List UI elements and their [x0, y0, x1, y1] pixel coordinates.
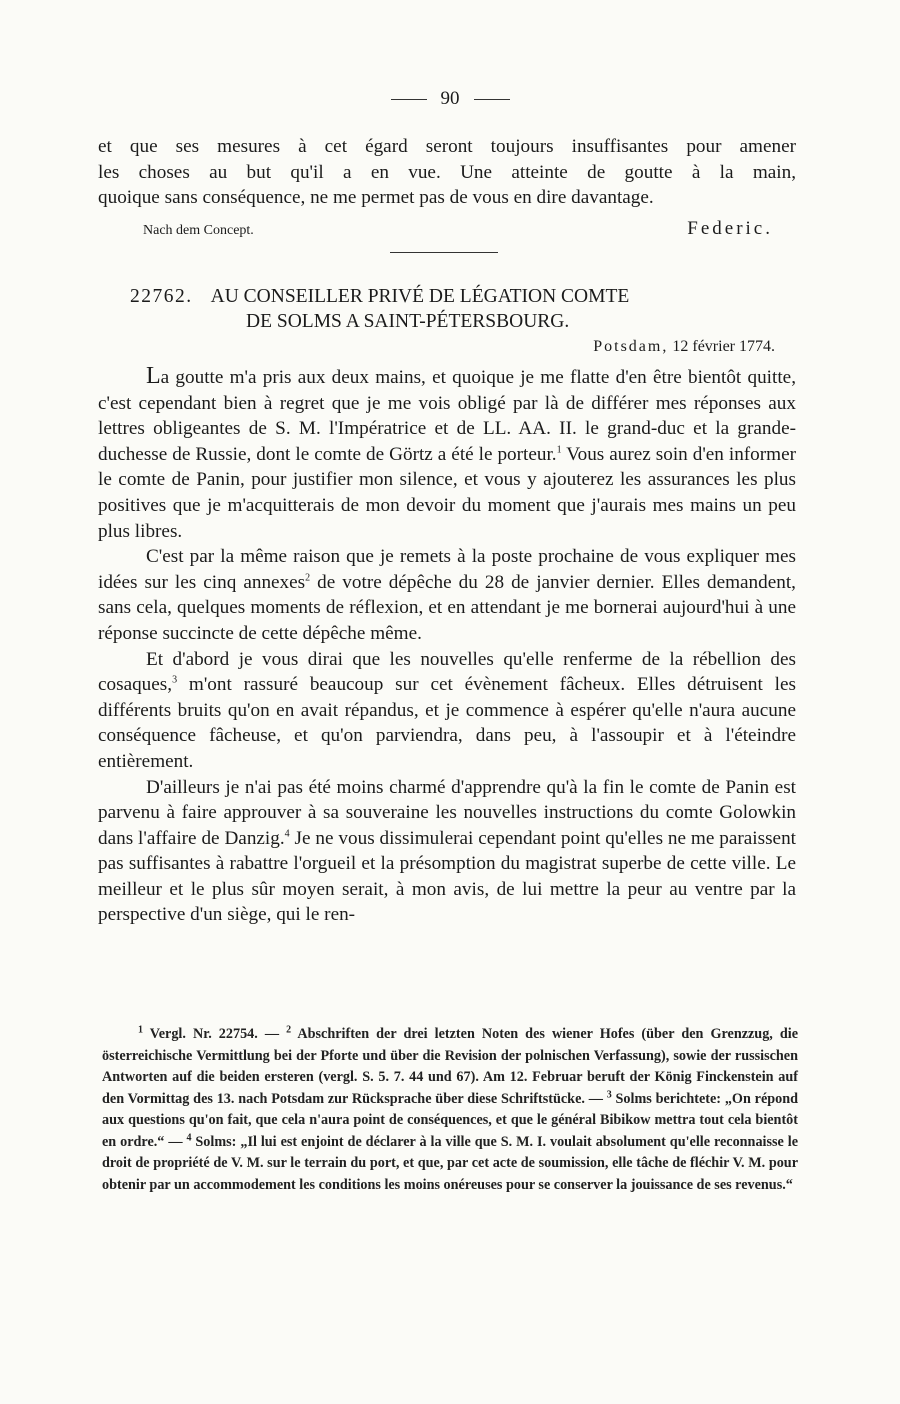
- signature-row: [143, 218, 773, 240]
- footnote-ref: 2: [305, 572, 311, 584]
- footnote-ref: 1: [556, 444, 562, 456]
- footnote-text: Abschriften der drei letzten Noten des wiener Hofes (über den Grenzzug, die österreichische Vermittlung bei der Pforte und über die Revision der polnischen Verfassung), sowie der russischen Antworten auf die beiden ersteren (vergl. S. 5. 7. 44 und 67). Am 12. Februar beruft der König Finckenstein auf den Vormittag des 13. nach Potsdam zur Rücksprache über diese Schriftstücke. —: [102, 1026, 799, 1107]
- opening-line: quoique sans conséquence, ne me permet pas de vous en dire davantage.: [98, 187, 654, 209]
- footnote-marker: 2: [286, 1024, 292, 1036]
- body-paragraph: [98, 775, 796, 929]
- body-paragraph: [98, 364, 796, 544]
- letter-title-line2: DE SOLMS A SAINT-PÉTERSBOURG.: [246, 311, 570, 332]
- paragraph-text: Vous aurez soin d'en informer le comte de Panin, pour justifier mon silence, et vous y ajouterez les assurances les plus positives que je m'acquitterais de mon devoir du moment que j'aurais mes mains un peu plus libres.: [98, 443, 796, 542]
- opening-line: les choses au but qu'il a en vue. Une atteinte de goutte à la main,: [98, 161, 796, 183]
- source-note: Nach dem Concept.: [143, 223, 254, 238]
- initial-letter: L: [146, 363, 161, 389]
- footnote-marker: 4: [186, 1131, 192, 1143]
- footnote-ref: 4: [284, 828, 290, 840]
- page-header: [0, 88, 900, 110]
- section-divider: [390, 252, 498, 253]
- paragraph-text: m'ont rassuré beaucoup sur cet évènement fâcheux. Elles détruisent les différents bruits qu'on en avait répandus, et je commence à espérer qu'elle n'aura aucune conséquence fâcheuse, et qu'on parviendra, dans peu, à l'assoupir et à l'éteindre entièrement.: [98, 674, 796, 772]
- dateline: [593, 338, 775, 356]
- paragraph-text: C'est par la même raison que je remets à la poste prochaine de vous expliquer mes idées sur les cinq annexes: [98, 546, 796, 593]
- footnote-marker: 3: [606, 1088, 612, 1100]
- paragraph-text: a goutte m'a pris aux deux mains, et quoique je me flatte d'en être bientôt quitte, c'est cependant bien à regret que je me vois obligé par là de différer mes réponses aux lettres obligeantes de S. M. l'Impératrice et de LL. AA. II. le grand-duc et la grande-duchesse de Russie, dont le comte de Görtz a été le porteur.: [98, 367, 796, 465]
- opening-line: et que ses mesures à cet égard seront toujours insuffisantes pour amener: [98, 136, 796, 157]
- body-paragraph: [98, 647, 796, 775]
- dateline-place: Potsdam,: [593, 338, 669, 355]
- opening-text: [98, 134, 796, 211]
- footnote-text: Solms berichtete: „On répond aux questions qu'on fait, que cela n'aura point de conséquences, et que le général Bibikow mettra tout cela bientôt en ordre.“ —: [102, 1090, 799, 1150]
- letter-heading: [130, 284, 790, 334]
- letter-heading-line1: [130, 284, 790, 309]
- footnote-marker: 1: [138, 1024, 143, 1036]
- footnote-text: Vergl. Nr. 22754. —: [149, 1026, 287, 1042]
- paragraph-text: D'ailleurs je n'ai pas été moins charmé d'apprendre qu'à la fin le comte de Panin est parvenu à faire approuver à sa souveraine les nouvelles instructions du comte Golowkin dans l'affaire de Danzig.: [98, 776, 796, 849]
- footnote-text: Solms: „Il lui est enjoint de déclarer à la ville que S. M. I. voulait absolument qu'elle reconnaisse le droit de propriété de V. M. sur le terrain du port, et que, par cet acte de soumission, elle tâche de fléchir V. M. pour obtenir par un accommodement les conditions les moins onéreuses pour se conserver la jouissance de ses revenus.“: [102, 1133, 799, 1193]
- page-number: 90: [440, 88, 460, 109]
- body-paragraph: [98, 544, 796, 646]
- footnote-ref: 3: [172, 674, 178, 686]
- dateline-date: 12 février 1774.: [672, 338, 775, 355]
- footnotes: [102, 1024, 798, 1196]
- footnote-block: [102, 1024, 798, 1196]
- letter-body: [98, 364, 796, 928]
- paragraph-text: de votre dépêche du 28 de janvier dernier. Elles demandent, sans cela, quelques moments de réflexion, et en attendant je me bornerai aujourd'hui à une réponse succincte de cette dépêche même.: [98, 571, 796, 644]
- paragraph-text: Je ne vous dissimulerai cependant point qu'elles ne me paraissent pas suffisantes à rabattre l'orgueil et la présomption du magistrat superbe de cette ville. Le meilleur et le plus sûr moyen serait, à mon avis, de lui mettre la peur au ventre par la perspective d'un siège, qui le ren-: [98, 827, 796, 926]
- header-rule-left: [391, 99, 427, 100]
- paragraph-text: Et d'abord je vous dirai que les nouvelles qu'elle renferme de la rébellion des cosaques,: [98, 648, 796, 696]
- letter-number: 22762.: [130, 286, 193, 307]
- header-rule-right: [474, 99, 510, 100]
- signature: Federic.: [687, 218, 773, 239]
- letter-title-line1: AU CONSEILLER PRIVÉ DE LÉGATION COMTE: [210, 286, 630, 307]
